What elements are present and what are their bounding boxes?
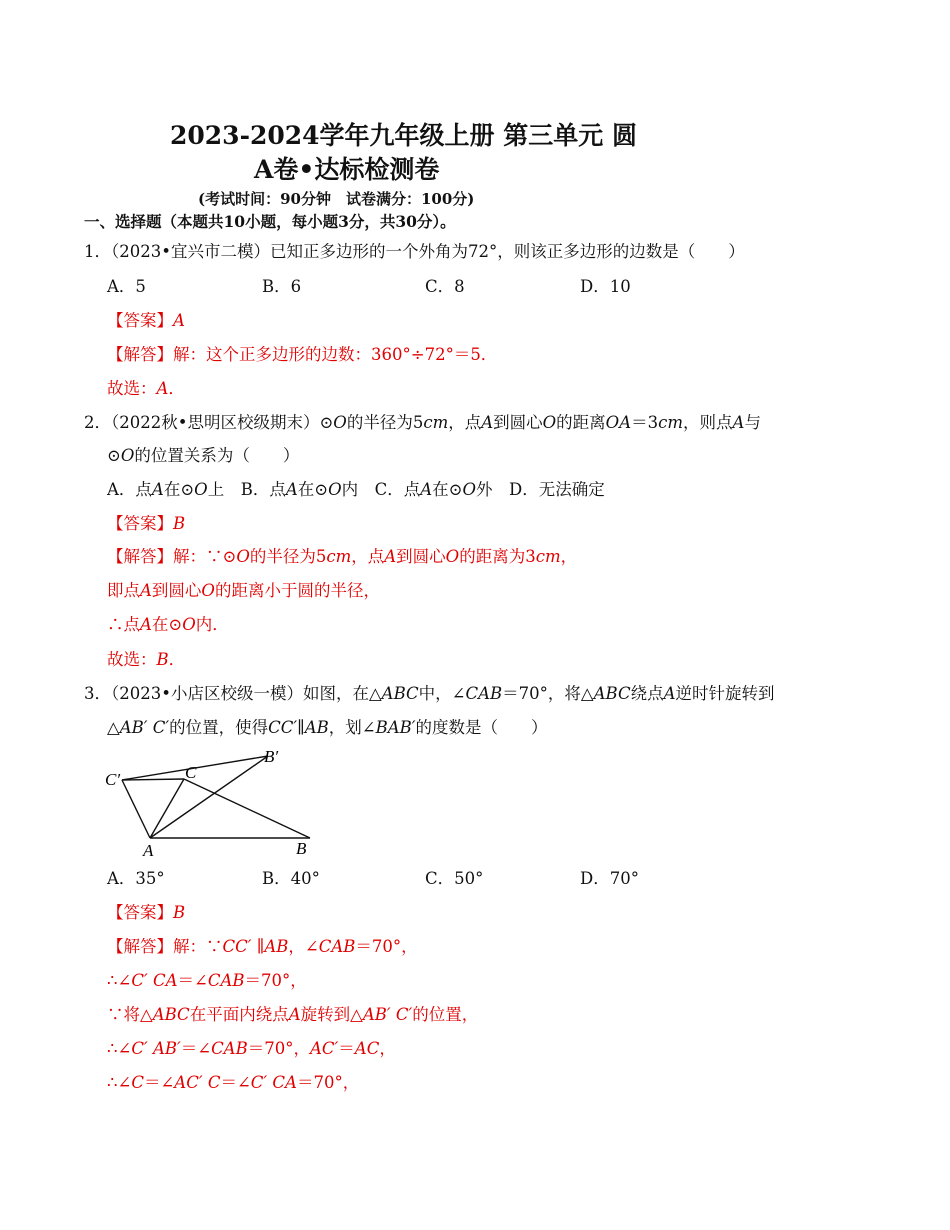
- text-segment: ABC: [152, 1005, 190, 1024]
- text-segment: ＝: [338, 1039, 355, 1058]
- text-segment: C: [131, 1073, 144, 1092]
- text-segment: ，∠: [288, 937, 319, 956]
- text-segment: O: [333, 413, 347, 432]
- choice-option: B．6: [262, 277, 302, 296]
- text-segment: A: [732, 413, 745, 432]
- text-segment: ＝70°，: [296, 1073, 360, 1092]
- text-segment: A: [420, 480, 433, 499]
- text-segment: 2．（2022秋•思明区校级期末）⊙: [84, 413, 334, 432]
- text-segment: ∴∠: [107, 971, 132, 990]
- text-segment: 1．（2023•宜兴市二模）已知正多边形的一个外角为72°，则该正多边形的边数是（ ）: [84, 242, 745, 261]
- text-segment: 的距离为3: [459, 547, 536, 566]
- text-line: [84, 684, 775, 704]
- text-line: [107, 345, 497, 365]
- text-segment: cm: [658, 413, 684, 432]
- text-segment: ＝∠: [180, 1039, 212, 1058]
- text-segment: ∴∠: [107, 1073, 132, 1092]
- text-segment: CC′ ∥AB: [222, 937, 289, 956]
- text-segment: ．: [168, 379, 185, 398]
- text-line: [107, 971, 307, 991]
- text-segment: 【答案】: [107, 514, 173, 533]
- text-segment: 【答案】: [107, 903, 173, 922]
- label-c: C: [185, 763, 197, 782]
- text-segment: 在平面内绕点: [189, 1005, 289, 1024]
- choice-option: C．50°: [425, 869, 484, 888]
- text-line: [107, 581, 380, 601]
- text-segment: ＝∠: [220, 1073, 251, 1092]
- text-segment: ，: [560, 547, 578, 566]
- text-segment: ∴点: [107, 615, 140, 634]
- text-segment: C′ AB′: [131, 1039, 181, 1058]
- text-segment: B: [173, 903, 186, 922]
- text-segment: A．35°: [107, 869, 165, 888]
- text-segment: C′ CA: [131, 971, 178, 990]
- text-line: [107, 1005, 478, 1025]
- text-segment: ，划∠: [328, 718, 376, 737]
- text-segment: CAB: [465, 684, 503, 703]
- text-segment: CC′∥AB: [268, 718, 329, 737]
- text-segment: ABC: [593, 684, 631, 703]
- text-segment: ，则点: [683, 413, 733, 432]
- text-segment: ＝70°，: [355, 937, 418, 956]
- text-segment: ，: [379, 1039, 396, 1058]
- text-line: [107, 869, 165, 889]
- text-segment: ＝70°，: [247, 1039, 310, 1058]
- text-segment: 的度数是（ ）: [415, 718, 548, 737]
- text-segment: B: [156, 650, 169, 669]
- text-segment: 【答案】: [107, 311, 173, 330]
- text-segment: 上 B．点: [207, 480, 286, 499]
- text-segment: ⊙: [107, 446, 121, 465]
- text-segment: 故选：: [107, 650, 157, 669]
- text-segment: 的位置，使得: [169, 718, 269, 737]
- label-b-prime: B′: [264, 747, 279, 766]
- text-line: [107, 1039, 396, 1059]
- text-segment: cm: [326, 547, 352, 566]
- text-segment: A: [140, 615, 152, 634]
- text-segment: cm: [535, 547, 561, 566]
- text-segment: A．点: [107, 480, 152, 499]
- text-segment: A: [151, 480, 164, 499]
- choice-option: B．40°: [262, 869, 320, 888]
- text-segment: A: [663, 684, 676, 703]
- text-segment: ＝∠: [143, 1073, 175, 1092]
- segment-a-b-prime: [150, 756, 268, 838]
- text-segment: C′ CA: [250, 1073, 297, 1092]
- segment-c-prime-c: [122, 779, 184, 780]
- segment-c-prime-a: [122, 780, 150, 838]
- text-segment: A: [156, 379, 169, 398]
- segment-c-b: [184, 779, 310, 838]
- text-segment: O: [236, 547, 250, 566]
- text-segment: ABC: [381, 684, 419, 703]
- text-segment: O: [120, 446, 135, 465]
- text-line: [84, 413, 761, 433]
- text-line: [107, 547, 577, 567]
- label-a: A: [143, 841, 154, 860]
- text-segment: AC′: [309, 1039, 339, 1058]
- text-segment: 的距离小于圆的半径，: [214, 581, 380, 600]
- text-segment: O: [201, 581, 215, 600]
- text-line: [107, 446, 299, 466]
- choice-option: D．10: [580, 277, 631, 296]
- text-segment: ＝3: [631, 413, 659, 432]
- text-line: [107, 903, 185, 923]
- text-segment: AB′ C′: [119, 718, 170, 737]
- text-segment: ＝∠: [177, 971, 208, 990]
- text-segment: 的位置关系为（ ）: [134, 446, 300, 465]
- text-segment: O: [445, 547, 460, 566]
- label-c-prime: C′: [105, 770, 121, 789]
- choice-option: D．70°: [580, 869, 639, 888]
- text-segment: ，点: [448, 413, 482, 432]
- text-segment: 逆时针旋转到: [675, 684, 775, 703]
- text-segment: 故选：: [107, 379, 157, 398]
- text-segment: CAB: [318, 937, 356, 956]
- text-segment: A: [288, 1005, 301, 1024]
- text-segment: CAB: [211, 1039, 248, 1058]
- text-segment: 【解答】解：这个正多边形的边数：360°÷72°＝5．: [107, 345, 498, 364]
- text-segment: ，点: [351, 547, 385, 566]
- text-line: [107, 514, 185, 534]
- text-line: [107, 311, 185, 331]
- text-segment: A: [481, 413, 494, 432]
- text-segment: A: [140, 581, 152, 600]
- text-segment: O: [462, 480, 477, 499]
- text-segment: ∴∠: [107, 1039, 132, 1058]
- text-segment: BAB′: [375, 718, 416, 737]
- text-segment: 的半径为5: [249, 547, 327, 566]
- text-segment: 3．（2023•小店区校级一模）如图，在△: [84, 684, 382, 703]
- exam-info: (考试时间：90分钟 试卷满分：100分): [198, 190, 475, 208]
- text-segment: A．5: [107, 277, 146, 296]
- text-line: [107, 615, 229, 635]
- document-title: 2023-2024学年九年级上册 第三单元 圆: [170, 121, 637, 150]
- segment-c-a: [150, 779, 184, 838]
- text-segment: ．: [168, 650, 186, 669]
- text-segment: 绕点: [630, 684, 664, 703]
- text-segment: AB′ C′: [362, 1005, 413, 1024]
- text-segment: 【解答】解：∵: [107, 937, 223, 956]
- text-segment: B: [173, 514, 186, 533]
- text-segment: 在⊙: [151, 615, 183, 634]
- text-segment: 在⊙: [432, 480, 463, 499]
- text-segment: △: [107, 718, 120, 737]
- text-line: [107, 650, 185, 670]
- text-segment: 旋转到△: [300, 1005, 363, 1024]
- text-segment: 内．: [195, 615, 229, 634]
- text-segment: cm: [423, 413, 449, 432]
- section-heading: 一、选择题（本题共10小题，每小题3分，共30分）。: [84, 212, 456, 231]
- text-segment: OA: [605, 413, 632, 432]
- label-b: B: [296, 839, 307, 858]
- text-segment: A: [384, 547, 397, 566]
- text-segment: 到圆心: [151, 581, 202, 600]
- text-segment: ＝70°，: [244, 971, 307, 990]
- text-line: [84, 242, 745, 262]
- choice-option: C．8: [425, 277, 465, 296]
- text-segment: O: [194, 480, 208, 499]
- text-segment: 的半径为5: [346, 413, 424, 432]
- text-segment: 即点: [107, 581, 140, 600]
- text-segment: O: [328, 480, 342, 499]
- text-segment: ∵将△: [107, 1005, 153, 1024]
- text-segment: O: [182, 615, 196, 634]
- triangle-rotation-figure: [100, 740, 307, 860]
- text-segment: 内 C．点: [341, 480, 421, 499]
- text-segment: 到圆心: [493, 413, 543, 432]
- document-subtitle: A卷•达标检测卷: [254, 155, 440, 184]
- text-segment: 的距离: [556, 413, 606, 432]
- text-line: [107, 277, 146, 297]
- text-segment: 在⊙: [163, 480, 195, 499]
- text-segment: 与: [744, 413, 761, 432]
- text-segment: AC: [354, 1039, 380, 1058]
- text-line: [107, 1073, 359, 1093]
- text-line: [107, 480, 605, 500]
- text-segment: AC′ C: [174, 1073, 221, 1092]
- text-segment: 在⊙: [297, 480, 329, 499]
- text-segment: 中，∠: [418, 684, 466, 703]
- text-segment: A: [285, 480, 298, 499]
- text-line: [107, 937, 418, 957]
- text-segment: 【解答】解：∵⊙: [107, 547, 237, 566]
- text-segment: 外 D．无法确定: [476, 480, 605, 499]
- text-segment: 的位置，: [412, 1005, 479, 1024]
- text-segment: O: [542, 413, 557, 432]
- text-segment: CAB: [207, 971, 245, 990]
- text-line: [107, 718, 548, 738]
- text-segment: 到圆心: [396, 547, 446, 566]
- text-segment: ＝70°，将△: [502, 684, 594, 703]
- text-line: [107, 379, 185, 399]
- text-segment: A: [173, 311, 185, 330]
